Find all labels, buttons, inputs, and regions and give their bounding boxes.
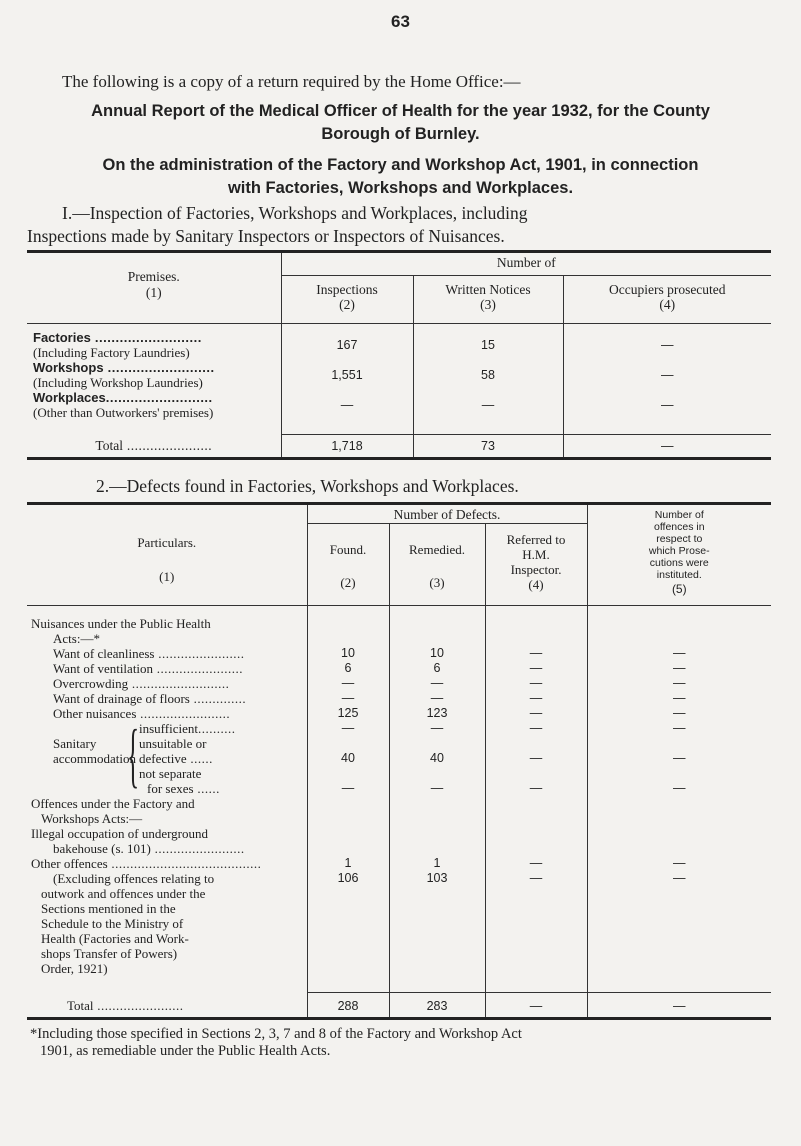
workshops-notices: 58 (481, 368, 495, 382)
factories-sub: (Including Factory Laundries) (33, 345, 190, 360)
report-title-line-1: Annual Report of the Medical Officer of Health for the year 1932, for the County (91, 102, 710, 120)
leader-dots: ........................ (136, 706, 231, 721)
workplaces-prosecuted: — (661, 398, 674, 412)
total-notices: 73 (413, 434, 563, 458)
particulars-label: Particulars. (137, 535, 197, 550)
prosecutions-label-3: respect to (656, 533, 703, 545)
report-title (30, 100, 771, 146)
inspections-col-num: (2) (339, 297, 355, 312)
total-label: Total (95, 438, 123, 453)
ventilation-remedied: 6 (433, 661, 441, 675)
insufficient-label: insufficient (139, 721, 198, 736)
offences-heading-1: Offences under the Factory and (31, 796, 195, 811)
insufficient-referred: — (529, 721, 543, 735)
report-subtitle-line-2: with Factories, Workshops and Workplaces. (227, 179, 574, 197)
insufficient-found: — (341, 721, 355, 735)
cleanliness-label: Want of cleanliness (53, 646, 155, 661)
found-label: Found. (329, 542, 367, 557)
inspections-header (281, 276, 413, 324)
section-2-title: 2.—Defects found in Factories, Workshops and Workplaces. (96, 476, 519, 496)
ventilation-label: Want of ventilation (53, 661, 154, 676)
prosecutions-col-num: (5) (671, 582, 687, 596)
excluding-line-3: Sections mentioned in the (41, 901, 176, 916)
occupiers-prosecuted-header (563, 276, 771, 324)
unsuitable-label-1: unsuitable or (139, 736, 207, 751)
other-nuisances-found: 125 (337, 706, 359, 720)
prosecutions-label-2: offences in (653, 521, 705, 533)
workplaces-label: Workplaces (33, 390, 106, 405)
factories-inspections: 167 (336, 338, 358, 352)
unsuitable-found: 40 (341, 751, 355, 765)
separate-label-2: for sexes (147, 781, 194, 796)
leader-dots: ...... (193, 781, 220, 796)
leader-dots: .......................... (128, 676, 230, 691)
unsuitable-prosecutions: — (673, 751, 686, 765)
referred-header (485, 524, 587, 606)
section-1-title (27, 202, 752, 248)
leader-dots: .......................... (103, 360, 215, 375)
overcrowding-label: Overcrowding (53, 676, 129, 691)
found-col-num: (2) (340, 575, 356, 590)
occupiers-prosecuted-col-num: (4) (659, 297, 676, 312)
premises-header (27, 252, 281, 324)
written-notices-label: Written Notices (445, 282, 531, 297)
workplaces-notices: — (481, 398, 495, 412)
separate-label-1: not separate (139, 766, 202, 781)
referred-label-1: Referred to (506, 532, 566, 547)
referred-label-2: H.M. (522, 547, 550, 562)
unsuitable-label-2: defective (139, 751, 187, 766)
workshops-prosecuted: — (661, 368, 674, 382)
excluding-line-6: shops Transfer of Powers) (41, 946, 178, 961)
overcrowding-prosecutions: — (673, 676, 686, 690)
ventilation-found: 6 (344, 661, 352, 675)
other-offences-referred: — (529, 871, 543, 885)
particulars-header (27, 504, 307, 606)
report-subtitle-line-1: On the administration of the Factory and Workshop Act, 1901, in connection (102, 156, 699, 174)
insufficient-prosecutions: — (673, 721, 686, 735)
referred-values (485, 606, 587, 993)
prosecutions-label-4: which Prose- (648, 545, 710, 557)
leader-dots: .......................... (90, 330, 202, 345)
leader-dots: ....................... (93, 998, 184, 1013)
workshops-inspections: 1,551 (331, 368, 363, 382)
found-header (307, 524, 389, 606)
drainage-prosecutions: — (673, 691, 686, 705)
prosecutions-label-1: Number of (654, 509, 704, 521)
other-offences-remedied: 103 (426, 871, 448, 885)
premises-row-factories (27, 324, 281, 435)
written-notices-header (413, 276, 563, 324)
other-offences-found: 106 (337, 871, 359, 885)
total-label: Total (67, 998, 94, 1013)
insufficient-remedied: — (430, 721, 444, 735)
remedied-label: Remedied. (409, 542, 465, 557)
drainage-referred: — (529, 691, 543, 705)
bakehouse-found: 1 (344, 856, 352, 870)
prosecutions-header (587, 504, 771, 606)
inspections-table (27, 250, 771, 460)
bakehouse-label-2: bakehouse (s. 101) (53, 841, 151, 856)
offences-heading-2: Workshops Acts:— (41, 811, 143, 826)
remedied-values (389, 606, 485, 993)
leader-dots: ....................... (153, 661, 244, 676)
bakehouse-prosecutions: — (673, 856, 686, 870)
cleanliness-found: 10 (341, 646, 355, 660)
total-referred: — (485, 992, 587, 1018)
total-found: 288 (307, 992, 389, 1018)
brace-icon: { (127, 715, 140, 795)
particulars-col-num: (1) (159, 569, 175, 584)
leader-dots: ........................................ (107, 856, 262, 871)
leader-dots: .............. (189, 691, 247, 706)
other-nuisances-referred: — (529, 706, 543, 720)
premises-label: Premises. (127, 269, 180, 284)
cleanliness-prosecutions: — (673, 646, 686, 660)
unsuitable-remedied: 40 (430, 751, 444, 765)
leader-dots: ...................... (122, 438, 213, 453)
nuisances-heading-1: Nuisances under the Public Health (31, 616, 211, 631)
ventilation-referred: — (529, 661, 543, 675)
total-prosecutions: — (587, 992, 771, 1018)
found-values (307, 606, 389, 993)
separate-found: — (341, 781, 355, 795)
particulars-column (27, 606, 307, 993)
leader-dots: ........................ (150, 841, 245, 856)
separate-remedied: — (430, 781, 444, 795)
report-subtitle (30, 154, 771, 200)
drainage-label: Want of drainage of floors (53, 691, 190, 706)
footnote (30, 1026, 522, 1060)
factories-label: Factories (33, 330, 91, 345)
bakehouse-referred: — (529, 856, 543, 870)
separate-referred: — (529, 781, 543, 795)
other-nuisances-remedied: 123 (426, 706, 448, 720)
overcrowding-referred: — (529, 676, 543, 690)
cleanliness-referred: — (529, 646, 543, 660)
ventilation-prosecutions: — (673, 661, 686, 675)
prosecutions-label-5: cutions were (649, 557, 709, 569)
other-offences-prosecutions: — (673, 871, 686, 885)
sanitary-label-1: Sanitary (53, 736, 97, 751)
excluding-line-7: Order, 1921) (41, 961, 108, 976)
total-remedied: 283 (389, 992, 485, 1018)
notices-values (413, 324, 563, 435)
leader-dots: .......... (197, 721, 236, 736)
leader-dots: ...... (186, 751, 213, 766)
bakehouse-label-1: Illegal occupation of underground (31, 826, 209, 841)
footnote-line-1: *Including those specified in Sections 2, 3, 7 and 8 of the Factory and Workshop Act (30, 1026, 522, 1042)
table2-total-label (27, 992, 307, 1018)
other-nuisances-prosecutions: — (673, 706, 686, 720)
sanitary-accommodation-group (31, 715, 307, 796)
overcrowding-found: — (341, 676, 355, 690)
workplaces-inspections: — (340, 398, 354, 412)
workshops-label: Workshops (33, 360, 104, 375)
leader-dots: ....................... (154, 646, 245, 661)
number-of-defects-header: Number of Defects. (307, 504, 587, 524)
table1-total-label (27, 434, 281, 458)
section-1-line-2: Inspections made by Sanitary Inspectors or Inspectors of Nuisances. (27, 226, 505, 246)
total-prosecuted: — (563, 434, 771, 458)
occupiers-prosecuted-label: Occupiers prosecuted (608, 282, 726, 297)
premises-col-num: (1) (145, 285, 162, 300)
written-notices-col-num: (3) (480, 297, 496, 312)
remedied-header (389, 524, 485, 606)
prosecutions-label-6: instituted. (656, 569, 702, 581)
separate-prosecutions: — (673, 781, 686, 795)
remedied-col-num: (3) (429, 575, 445, 590)
excluding-line-2: outwork and offences under the (41, 886, 206, 901)
workplaces-sub: (Other than Outworkers' premises) (33, 405, 214, 420)
number-of-header: Number of (281, 252, 771, 276)
prosecuted-values (563, 324, 771, 435)
excluding-line-4: Schedule to the Ministry of (41, 916, 184, 931)
workshops-sub: (Including Workshop Laundries) (33, 375, 203, 390)
other-offences-label: Other offences (31, 856, 108, 871)
sanitary-label-2: accommodation (53, 751, 137, 766)
excluding-line-1: (Excluding offences relating to (53, 871, 215, 886)
cleanliness-remedied: 10 (430, 646, 444, 660)
section-1-line-1: I.—Inspection of Factories, Workshops and Workplaces, including (62, 203, 528, 223)
overcrowding-remedied: — (430, 676, 444, 690)
inspections-values (281, 324, 413, 435)
nuisances-heading-2: Acts:—* (53, 631, 100, 646)
unsuitable-referred: — (529, 751, 543, 765)
drainage-remedied: — (430, 691, 444, 705)
intro-text: The following is a copy of a return required by the Home Office:— (62, 72, 521, 91)
defects-table (27, 502, 771, 1020)
referred-label-3: Inspector. (510, 562, 562, 577)
bakehouse-remedied: 1 (433, 856, 441, 870)
inspections-label: Inspections (316, 282, 378, 297)
excluding-line-5: Health (Factories and Work- (41, 931, 189, 946)
report-title-line-2: Borough of Burnley. (321, 125, 480, 143)
page-number: 63 (391, 12, 410, 31)
total-inspections: 1,718 (281, 434, 413, 458)
referred-col-num: (4) (528, 577, 544, 592)
factories-prosecuted: — (661, 338, 674, 352)
other-nuisances-label: Other nuisances (53, 706, 137, 721)
prosecutions-values (587, 606, 771, 993)
leader-dots: .......................... (105, 390, 213, 405)
factories-notices: 15 (481, 338, 495, 352)
drainage-found: — (341, 691, 355, 705)
footnote-line-2: 1901, as remediable under the Public Health Acts. (40, 1043, 331, 1059)
